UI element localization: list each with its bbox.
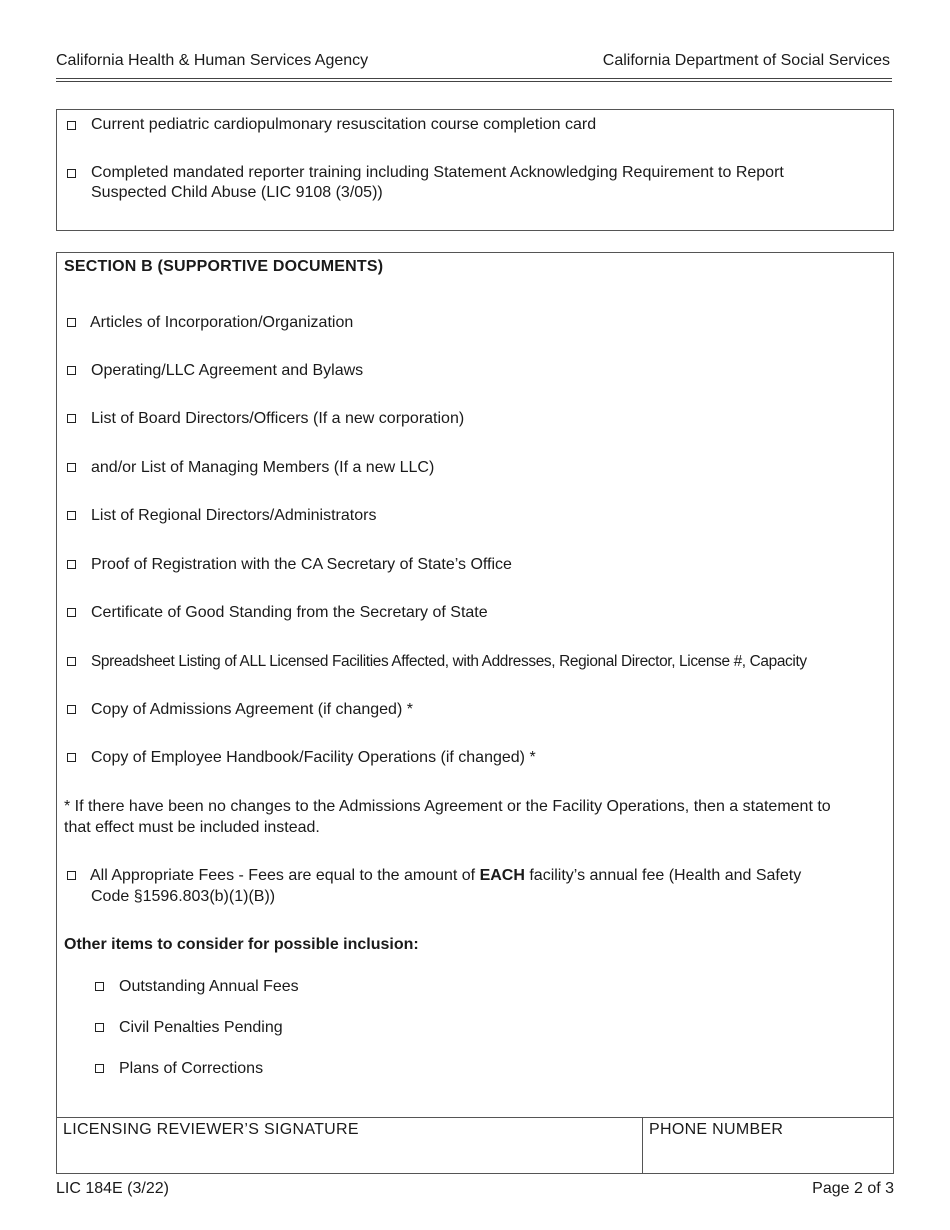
item-label: Current pediatric cardiopulmonary resuscitation course completion card [91,116,597,133]
checklist-item[interactable] [57,457,893,479]
checklist-item[interactable] [57,360,893,382]
fees-text: All Appropriate Fees - Fees are equal to the amount of [90,867,480,884]
header-divider [56,78,892,79]
section-b-box [56,252,894,1118]
form-id: LIC 184E (3/22) [56,1180,169,1197]
other-checklist-item[interactable] [87,976,867,998]
item-label: Copy of Admissions Agreement (if changed) * [91,701,413,718]
checkbox[interactable] [67,318,76,327]
item-label: Civil Penalties Pending [119,1019,283,1036]
note-line: that effect must be included instead. [64,819,320,836]
item-label: Operating/LLC Agreement and Bylaws [91,362,364,379]
checkbox[interactable] [95,982,104,991]
item-label: Outstanding Annual Fees [119,978,299,995]
page-number: Page 2 of 3 [812,1180,894,1197]
checklist-item[interactable] [57,699,893,721]
item-label: List of Board Directors/Officers (If a new corporation) [91,410,465,427]
checklist-item[interactable] [57,747,893,769]
checklist-item[interactable] [57,651,893,673]
other-checklist-item[interactable] [87,1017,867,1039]
section-b-title: SECTION B (SUPPORTIVE DOCUMENTS) [64,258,384,275]
item-label: Plans of Corrections [119,1060,264,1077]
item-label: List of Regional Directors/Administrators [91,507,377,524]
checkbox[interactable] [67,560,76,569]
item-label: and/or List of Managing Members (If a new LLC) [91,459,435,476]
header-agency: California Health & Human Services Agency [56,52,369,69]
phone-number-label: PHONE NUMBER [649,1121,784,1138]
checkbox[interactable] [67,366,76,375]
fees-each: EACH [479,867,525,884]
checkbox[interactable] [67,414,76,423]
no-change-note [64,796,889,838]
header-department: California Department of Social Services [602,52,890,69]
phone-number-field[interactable] [643,1118,893,1173]
checkbox[interactable] [67,871,76,880]
checkbox[interactable] [95,1064,104,1073]
checkbox[interactable] [67,705,76,714]
reviewer-signature-label: LICENSING REVIEWER’S SIGNATURE [63,1121,359,1138]
item-label: Completed mandated reporter training including Statement Acknowledging Requirement to Report [91,164,784,181]
checkbox[interactable] [95,1023,104,1032]
item-label: Articles of Incorporation/Organization [90,314,354,331]
checkbox[interactable] [67,753,76,762]
checkbox[interactable] [67,511,76,520]
checkbox[interactable] [67,121,76,130]
checklist-item[interactable] [57,312,893,334]
checkbox[interactable] [67,463,76,472]
header-divider-2 [56,81,892,82]
checkbox[interactable] [67,608,76,617]
other-checklist-item[interactable] [87,1058,867,1080]
item-label: Copy of Employee Handbook/Facility Operations (if changed) * [91,749,536,766]
top-checklist-box [56,109,894,231]
fees-label [90,865,801,886]
item-label-cont: Suspected Child Abuse (LIC 9108 (3/05)) [91,184,383,201]
fees-checklist-item[interactable] [57,865,893,909]
checklist-item[interactable] [57,162,893,206]
other-items-heading: Other items to consider for possible inclusion: [64,936,419,953]
reviewer-signature-field[interactable] [57,1118,643,1173]
fees-label-cont: Code §1596.803(b)(1)(B)) [91,888,276,905]
checkbox[interactable] [67,169,76,178]
checklist-item[interactable] [57,602,893,624]
item-label: Proof of Registration with the CA Secretary of State’s Office [91,556,512,573]
fees-text-2: facility’s annual fee (Health and Safety [524,867,802,884]
checklist-item[interactable] [57,505,893,527]
note-line: * If there have been no changes to the Admissions Agreement or the Facility Operations, then a statement to [64,798,831,815]
item-label: Spreadsheet Listing of ALL Licensed Facilities Affected, with Addresses, Regional Director, License #, Capacity [91,653,807,670]
checklist-item[interactable] [57,114,893,136]
item-label: Certificate of Good Standing from the Secretary of State [91,604,488,621]
checkbox[interactable] [67,657,76,666]
checklist-item[interactable] [57,554,893,576]
checklist-item[interactable] [57,408,893,430]
signature-table [56,1117,894,1174]
